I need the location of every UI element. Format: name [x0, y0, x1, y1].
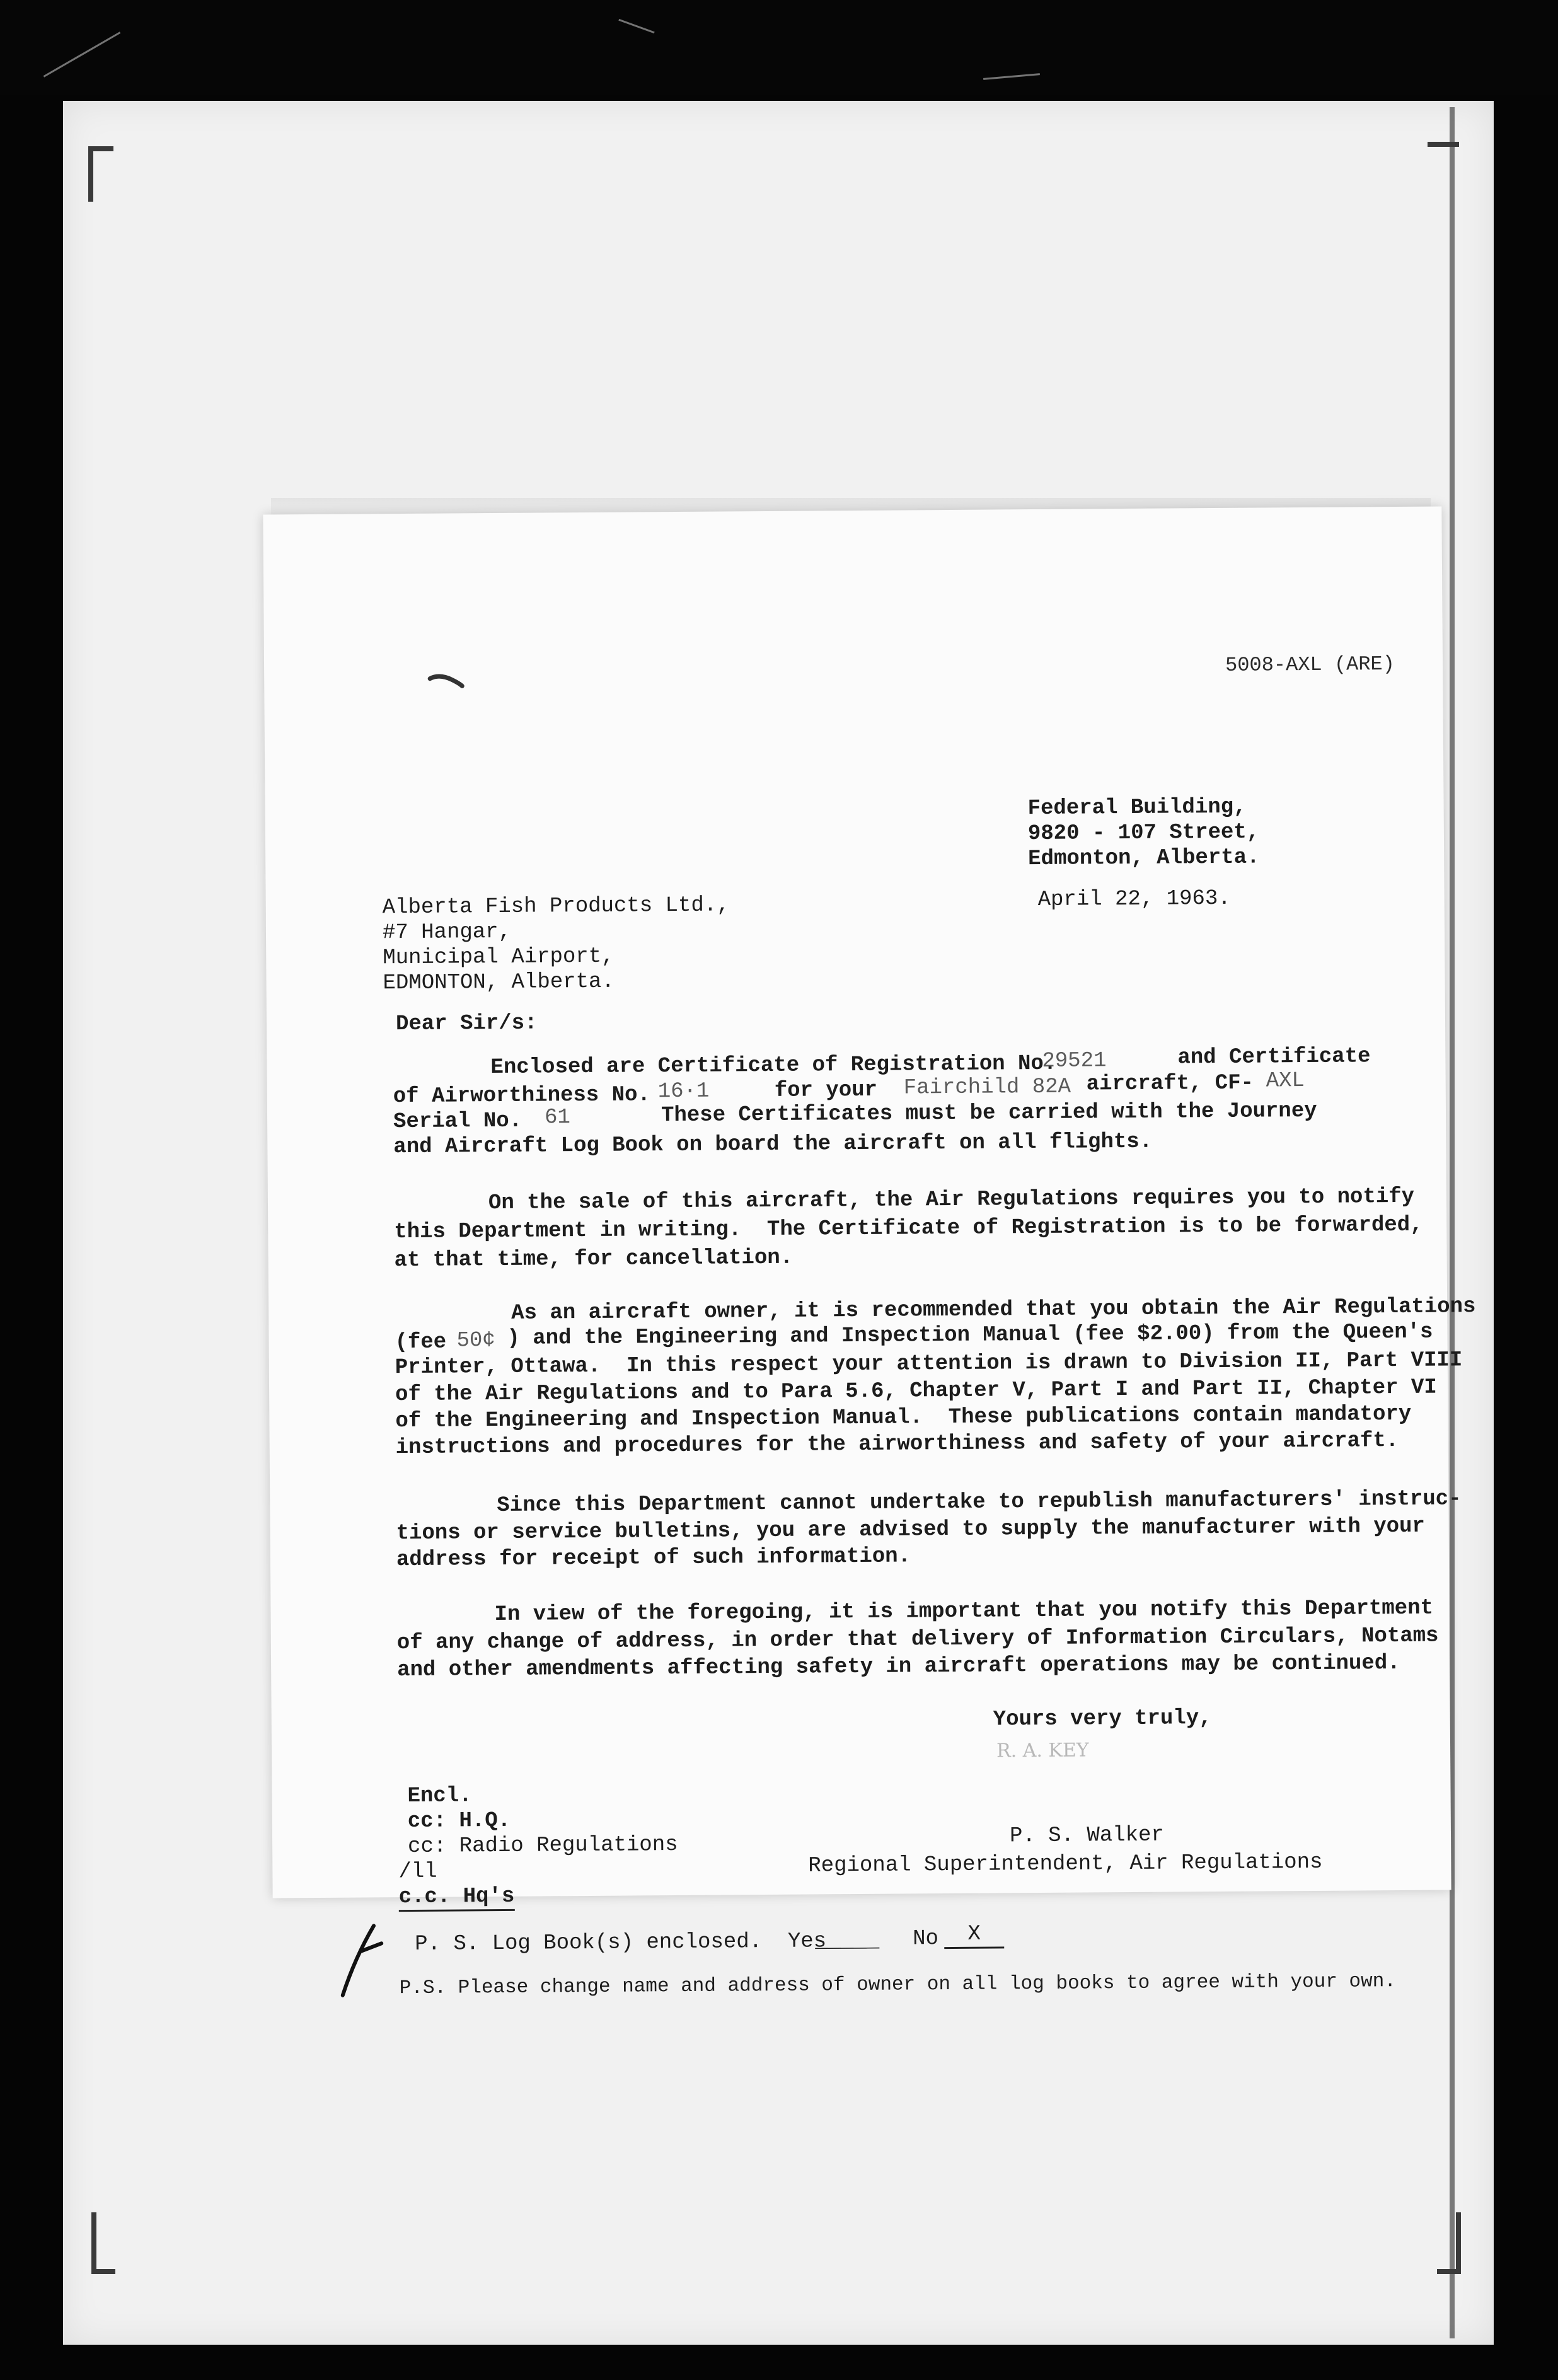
cc-hq-handwritten: c.c. Hq's — [399, 1884, 515, 1912]
signer-title: Regional Superintendent, Air Regulations — [808, 1850, 1323, 1878]
recipient-line-3: Municipal Airport, — [383, 944, 615, 971]
para1-line1-b: and Certificate — [1177, 1044, 1371, 1070]
ps-log-no-mark: X — [944, 1921, 1004, 1949]
signer-name: P. S. Walker — [1009, 1823, 1164, 1849]
para1-line2-a: of Airworthiness No. — [393, 1083, 651, 1109]
crop-mark-top-left — [88, 146, 102, 202]
para3-line2-b: ) and the Engineering and Inspection Manual (fee $2.00) from the Queen's — [507, 1320, 1433, 1351]
handwritten-check-mark — [336, 1919, 393, 2002]
letter-page — [263, 506, 1476, 2000]
airworthiness-number: 16·1 — [657, 1079, 710, 1104]
typist-initials: /ll — [398, 1859, 437, 1885]
registration-number: 29521 — [1042, 1049, 1107, 1073]
recipient-line-1: Alberta Fish Products Ltd., — [382, 893, 730, 920]
para5-line2: of any change of address, in order that delivery of Information Circulars, Notams — [396, 1624, 1439, 1656]
para3-line3: Printer, Ottawa. In this respect your attention is drawn to Division II, Part VIII — [395, 1348, 1463, 1380]
letter-date: April 22, 1963. — [1037, 886, 1231, 912]
cc-radio-regulations: cc: Radio Regulations — [407, 1833, 678, 1859]
air-regulations-fee: 50¢ — [456, 1329, 495, 1353]
sender-address-line-3: Edmonton, Alberta. — [1028, 845, 1260, 872]
para1-line3-b: These Certificates must be carried with the Journey — [661, 1099, 1317, 1128]
para5-line1: In view of the foregoing, it is important that you notify this Department — [494, 1596, 1434, 1627]
para2-line3: at that time, for cancellation. — [394, 1245, 793, 1273]
crop-mark-bottom-right — [1437, 2212, 1461, 2274]
para4-line2: tions or service bulletins, you are advised to supply the manufacturer with your — [396, 1514, 1426, 1546]
recipient-line-4: EDMONTON, Alberta. — [383, 969, 615, 996]
mount-edge-shadow — [1450, 107, 1455, 2338]
para2-line2: this Department in writing. The Certificate of Registration is to be forwarded, — [394, 1213, 1423, 1245]
sender-address-line-1: Federal Building, — [1027, 795, 1247, 821]
crop-mark-top-left-tick — [88, 146, 113, 151]
aircraft-type: Fairchild 82A — [903, 1075, 1071, 1100]
enclosure-label: Encl. — [407, 1784, 472, 1809]
para3-line1: As an aircraft owner, it is recommended that you obtain the Air Regulations — [511, 1295, 1476, 1326]
file-reference: 5008-AXL (ARE) — [1225, 652, 1395, 677]
para1-line1-a: Enclosed are Certificate of Registration No. — [490, 1051, 1057, 1080]
para3-line5: of the Engineering and Inspection Manual. These publications contain mandatory — [395, 1402, 1412, 1434]
ps-log-yes-blank: _____ — [815, 1929, 880, 1954]
ink-smudge — [427, 671, 465, 690]
para3-line6: instructions and procedures for the airworthiness and safety of your aircraft. — [395, 1429, 1399, 1460]
para4-line3: address for receipt of such information. — [396, 1544, 911, 1573]
sender-address-line-2: 9820 - 107 Street, — [1027, 820, 1260, 846]
recipient-line-2: #7 Hangar, — [382, 920, 512, 945]
para3-line4: of the Air Regulations and to Para 5.6, Chapter V, Part I and Part II, Chapter VI — [395, 1375, 1437, 1407]
para3-line2-a: (fee — [395, 1330, 447, 1355]
ps-change-address: P.S. Please change name and address of owner on all log books to agree with your own. — [399, 1970, 1397, 2000]
aircraft-registration: AXL — [1266, 1069, 1305, 1094]
film-border-top — [0, 0, 1558, 95]
para5-line3: and other amendments affecting safety in aircraft operations may be continued. — [397, 1651, 1400, 1683]
crop-mark-top-right — [1428, 142, 1459, 159]
salutation: Dear Sir/s: — [395, 1011, 538, 1037]
para1-line2-b: for your — [774, 1078, 878, 1103]
para1-line2-c: aircraft, CF- — [1086, 1071, 1254, 1097]
ps-log-no-label: No — [913, 1927, 939, 1951]
valediction: Yours very truly, — [993, 1706, 1212, 1732]
para1-line3-a: Serial No. — [393, 1109, 522, 1135]
cc-hq: cc: H.Q. — [407, 1808, 511, 1834]
para2-line1: On the sale of this aircraft, the Air Regulations requires you to notify — [488, 1184, 1415, 1216]
signature-stamp: R. A. KEY — [996, 1739, 1089, 1762]
serial-number: 61 — [544, 1106, 570, 1130]
para1-line4: and Aircraft Log Book on board the aircraft on all flights. — [393, 1129, 1153, 1160]
para4-line1: Since this Department cannot undertake to republish manufacturers' instruc- — [497, 1487, 1462, 1518]
ps-log-books-line: P. S. Log Book(s) enclosed. Yes — [415, 1929, 827, 1956]
crop-mark-bottom-left — [91, 2212, 115, 2274]
